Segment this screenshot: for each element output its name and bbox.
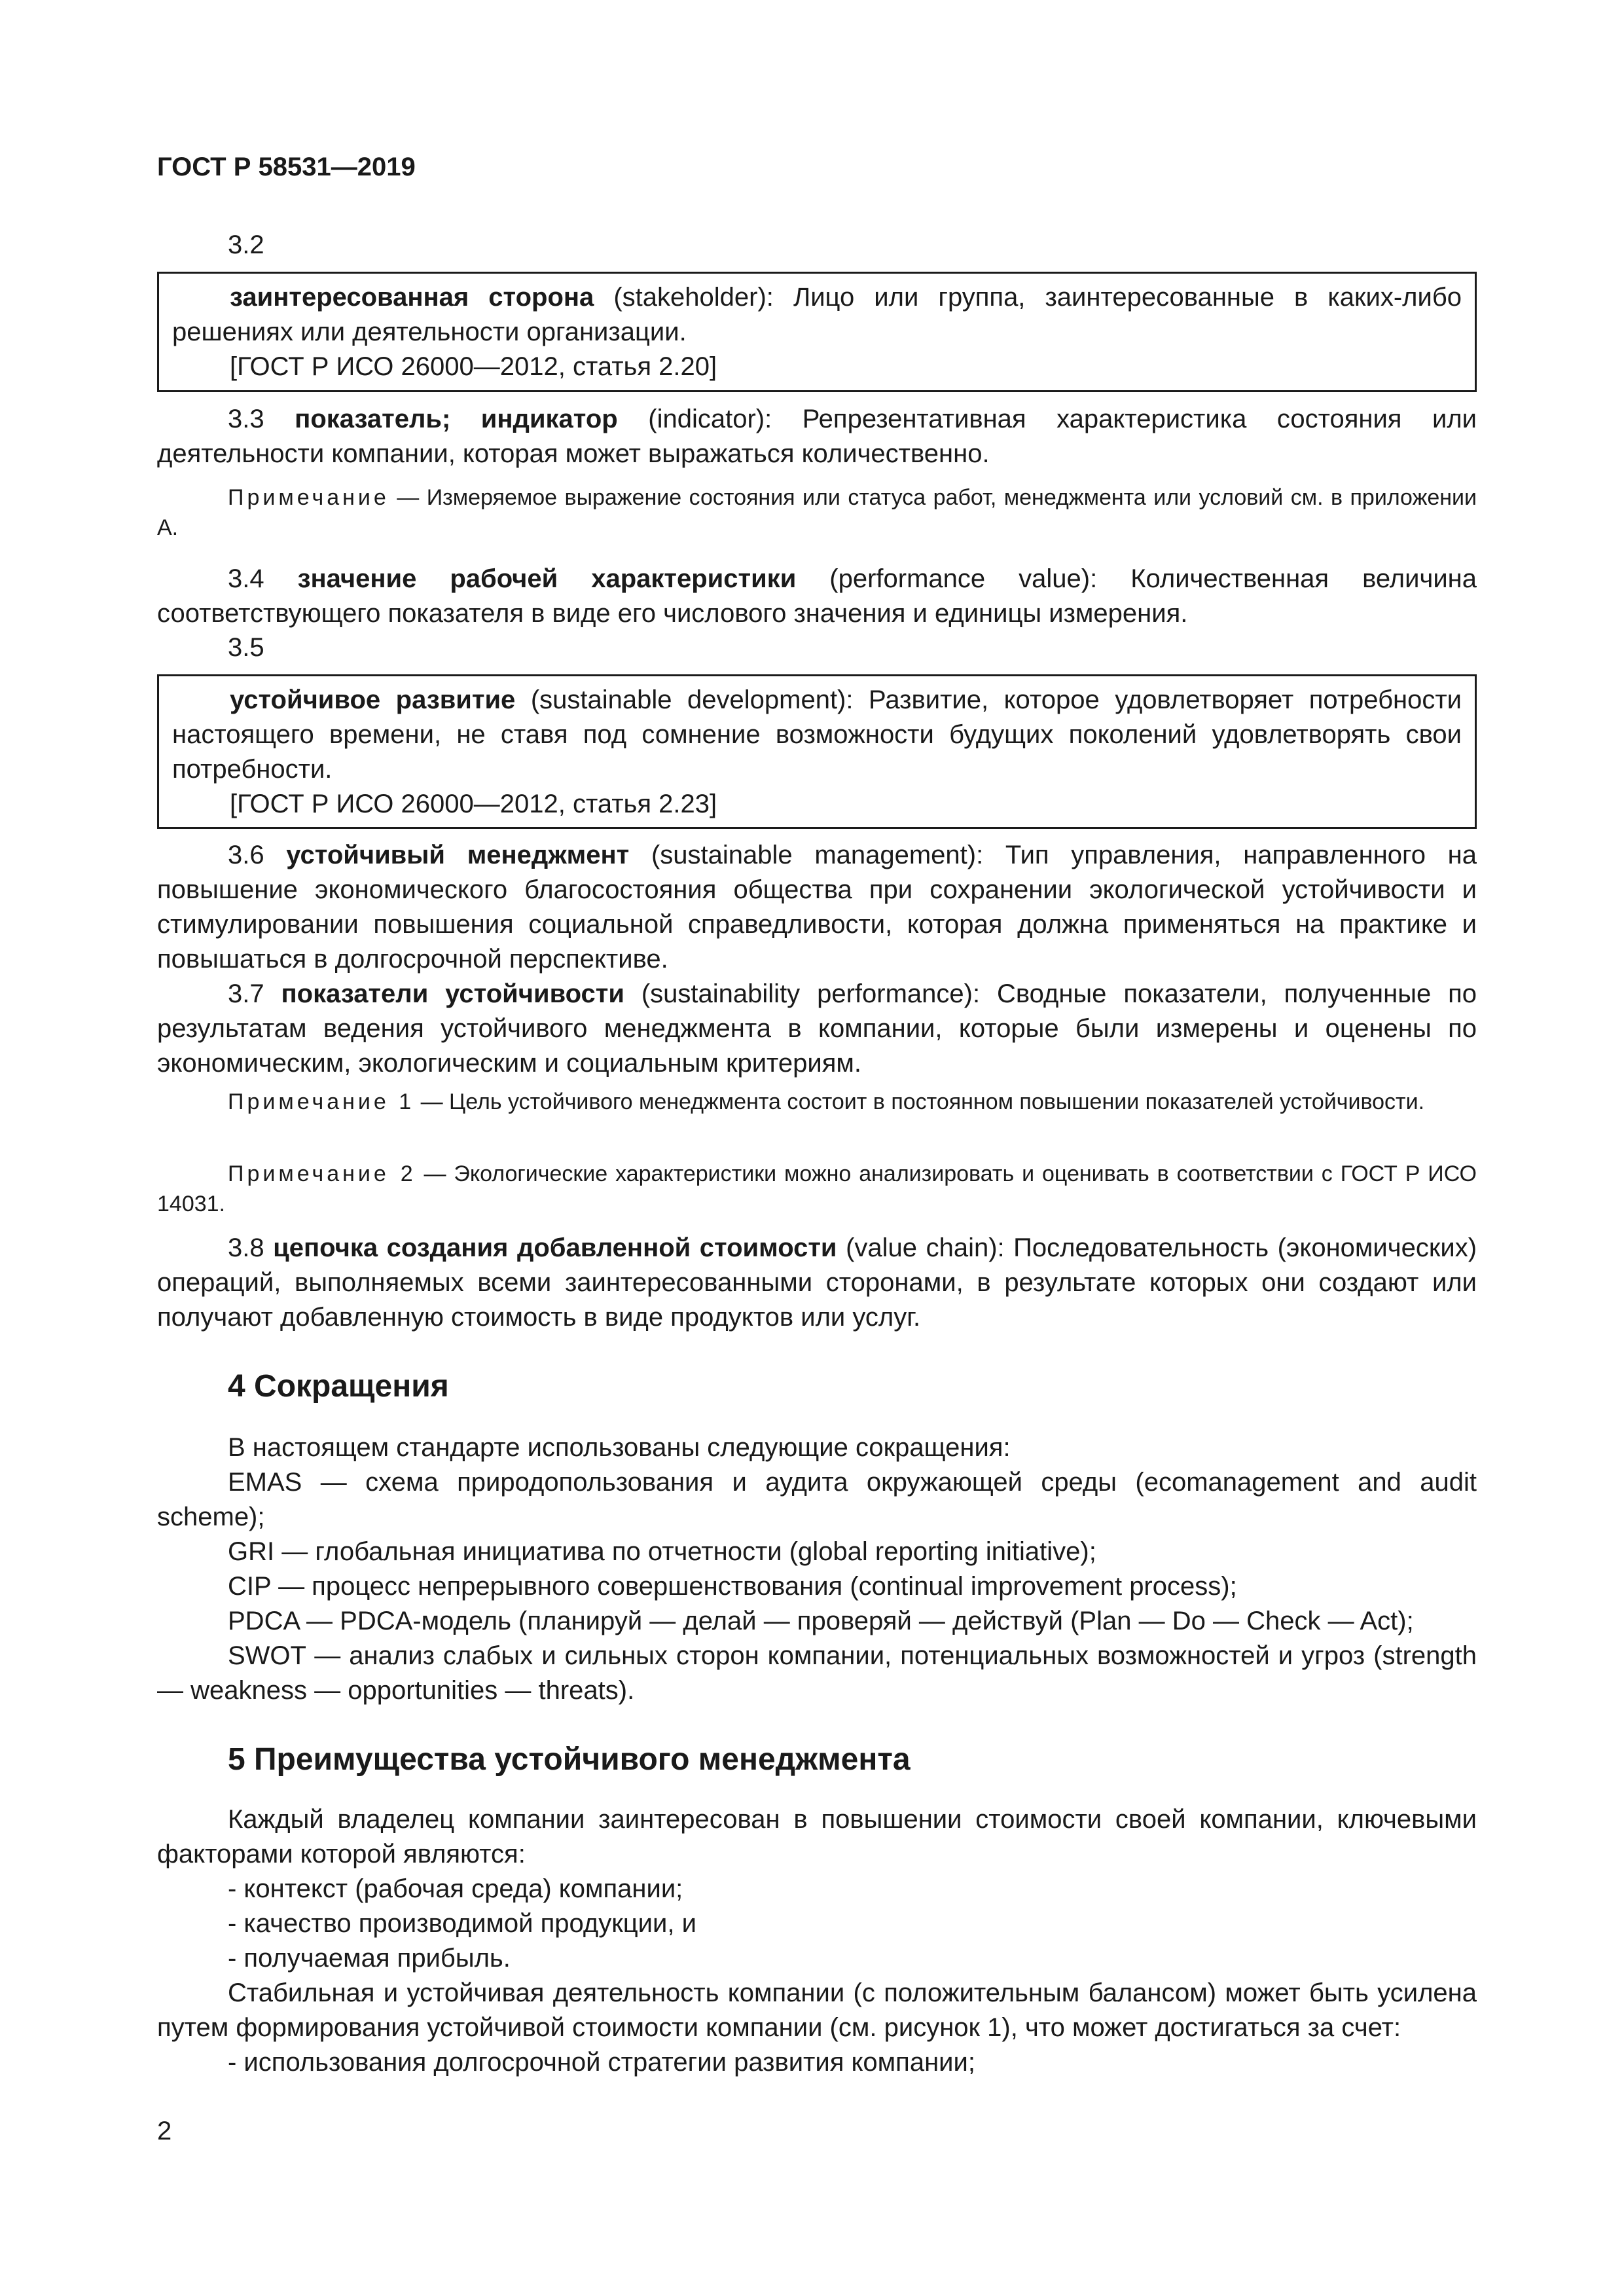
abbr-gri: GRI — глобальная инициатива по отчетности (global reporting initiative); (228, 1537, 1096, 1566)
list-item: - качество производимой продукции, и (228, 1909, 696, 1938)
abbr-swot: SWOT — анализ слабых и сильных сторон компании, потенциальных возможностей и угроз (strength — weakness — opportunities — threats). (157, 1641, 1477, 1705)
term-3-8-term: цепочка создания добавленной стоимости (273, 1233, 837, 1262)
list-item: - использования долгосрочной стратегии развития компании; (228, 2048, 975, 2077)
note-label: Примечание 2 (228, 1161, 416, 1186)
term-3-5-definition: устойчивое развитие (sustainable development): Развитие, которое удовлетворяет потребности настоящего времени, не ставя под сомнение возможности будущих поколений удовлетворять свои потребности. (172, 685, 1462, 784)
term-3-3 (157, 402, 1477, 471)
note-label: Примечание 1 (228, 1089, 415, 1114)
term-3-6 (157, 838, 1477, 977)
section-4-body (157, 1430, 1477, 1708)
document-header: ГОСТ Р 58531—2019 (157, 153, 416, 181)
section-5-paragraph-2: Стабильная и устойчивая деятельность компании (с положительным балансом) может быть усилена путем формирования устойчивой стоимости компании (см. рисунок 1), что может достигаться за счет: (157, 1978, 1477, 2042)
term-3-6-term: устойчивый менеджмент (286, 841, 630, 869)
section-4-intro: В настоящем стандарте использованы следующие сокращения: (228, 1433, 1011, 1462)
page-number: 2 (157, 2117, 172, 2145)
term-3-2-number: 3.2 (228, 230, 264, 259)
note-label: Примечание (228, 485, 389, 510)
term-3-4-term: значение рабочей характеристики (297, 564, 797, 593)
term-3-8-definition: 3.8 цепочка создания добавленной стоимости (value chain): Последовательность (экономических) операций, выполняемых всеми заинтересованными сторонами, в результате которых они создают или получают добавленную стоимость в виде продуктов или услуг. (157, 1233, 1477, 1332)
list-item: - получаемая прибыль. (228, 1944, 511, 1973)
term-3-5-number: 3.5 (228, 633, 264, 662)
term-3-2-source: [ГОСТ Р ИСО 26000—2012, статья 2.20] (230, 352, 717, 381)
term-3-5-source: [ГОСТ Р ИСО 26000—2012, статья 2.23] (230, 790, 717, 818)
term-3-5-term: устойчивое развитие (230, 685, 516, 714)
section-4-title: 4 Сокращения (228, 1369, 449, 1404)
term-3-3-term: показатель; индикатор (295, 405, 618, 433)
abbr-emas: EMAS — схема природопользования и аудита окружающей среды (ecomanagement and audit scheme); (157, 1468, 1477, 1531)
term-3-7-note-2: Примечание 2 — Экологические характеристики можно анализировать и оценивать в соответствии с ГОСТ Р ИСО 14031. (157, 1161, 1477, 1216)
term-3-3-definition: 3.3 показатель; индикатор (indicator): Репрезентативная характеристика состояния или деятельности компании, которая может выражаться количественно. (157, 405, 1477, 468)
term-3-4 (157, 562, 1477, 631)
term-3-3-note: Примечание — Измеряемое выражение состояния или статуса работ, менеджмента или условий см. в приложении А. (157, 485, 1477, 540)
term-3-2-definition: заинтересованная сторона (stakeholder): Лицо или группа, заинтересованные в каких-либо решениях или деятельности организации. (172, 283, 1462, 346)
abbr-cip: CIP — процесс непрерывного совершенствования (continual improvement process); (228, 1572, 1237, 1601)
term-3-7-note-1: Примечание 1 — Цель устойчивого менеджмента состоит в постоянном повышении показателей устойчивости. (228, 1089, 1425, 1114)
term-3-7 (157, 977, 1477, 1081)
section-5-paragraph-1: Каждый владелец компании заинтересован в повышении стоимости своей компании, ключевыми факторами которой являются: (157, 1805, 1477, 1868)
abbr-pdca: PDCA — PDCA-модель (планируй — делай — проверяй — действуй (Plan — Do — Check — Act); (228, 1607, 1414, 1635)
list-item: - контекст (рабочая среда) компании; (228, 1874, 683, 1903)
term-3-8 (157, 1231, 1477, 1335)
term-3-2-term: заинтересованная сторона (230, 283, 594, 312)
term-3-7-term: показатели устойчивости (281, 979, 624, 1008)
section-5-body (157, 1802, 1477, 2080)
term-3-2-box (157, 272, 1477, 392)
term-3-5-box (157, 674, 1477, 829)
section-5-title: 5 Преимущества устойчивого менеджмента (228, 1742, 911, 1777)
term-3-7-definition: 3.7 показатели устойчивости (sustainability performance): Сводные показатели, полученные по результатам ведения устойчивого менеджмента в компании, которые были измерены и оценены по экономическим, экологическим и социальным критериям. (157, 979, 1477, 1078)
term-3-4-definition: 3.4 значение рабочей характеристики (performance value): Количественная величина соответствующего показателя в виде его числового значения и единицы измерения. (157, 564, 1477, 628)
term-3-6-definition: 3.6 устойчивый менеджмент (sustainable management): Тип управления, направленного на повышение экономического благосостояния общества при сохранении экологической устойчивости и стимулировании повышения социальной справедливости, которая должна применяться на практике и повышаться в долгосрочной перспективе. (157, 841, 1477, 974)
